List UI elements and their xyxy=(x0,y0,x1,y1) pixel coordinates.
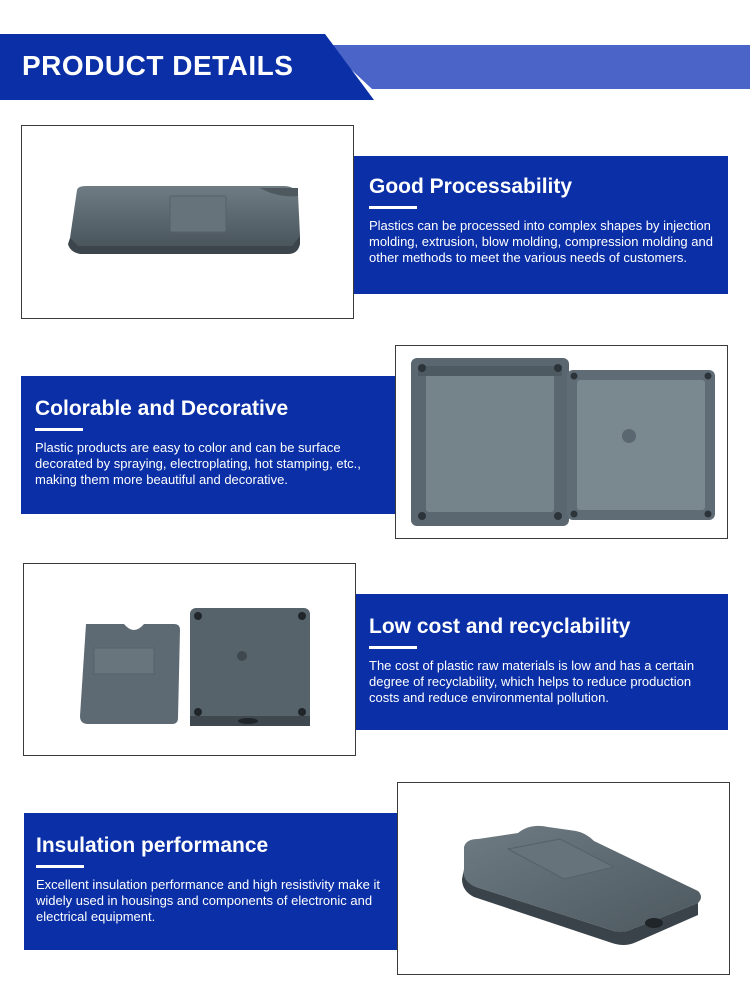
feature-title: Good Processability xyxy=(369,175,573,198)
feature-panel-processability xyxy=(354,156,728,294)
feature-panel-low-cost xyxy=(356,594,728,730)
feature-description: The cost of plastic raw materials is low and has a certain degree of recyclability, which helps to reduce production costs and reduce environmental pollution. xyxy=(369,658,695,705)
feature-title: Insulation performance xyxy=(36,834,269,857)
product-image-angled-box xyxy=(397,782,730,975)
feature-panel-colorable xyxy=(21,376,397,514)
section-header xyxy=(0,34,750,100)
product-image-open-box xyxy=(395,345,728,539)
title-underline xyxy=(36,865,84,868)
feature-description: Excellent insulation performance and high resistivity make it widely used in housings and components of electronic and electrical equipment. xyxy=(36,877,380,924)
product-image-lid-and-base xyxy=(23,563,356,756)
title-underline xyxy=(369,206,417,209)
page-title: PRODUCT DETAILS xyxy=(22,50,294,81)
product-image-closed-box xyxy=(21,125,354,319)
feature-title: Colorable and Decorative xyxy=(35,397,289,420)
feature-panel-insulation xyxy=(24,813,398,950)
feature-title: Low cost and recyclability xyxy=(369,615,631,638)
feature-description: Plastic products are easy to color and can be surface decorated by spraying, electroplating, hot stamping, etc., making them more beautiful and decorative. xyxy=(35,440,361,487)
feature-description: Plastics can be processed into complex shapes by injection molding, extrusion, blow molding, compression molding and other methods to meet the various needs of customers. xyxy=(369,218,713,265)
title-underline xyxy=(35,428,83,431)
title-underline xyxy=(369,646,417,649)
